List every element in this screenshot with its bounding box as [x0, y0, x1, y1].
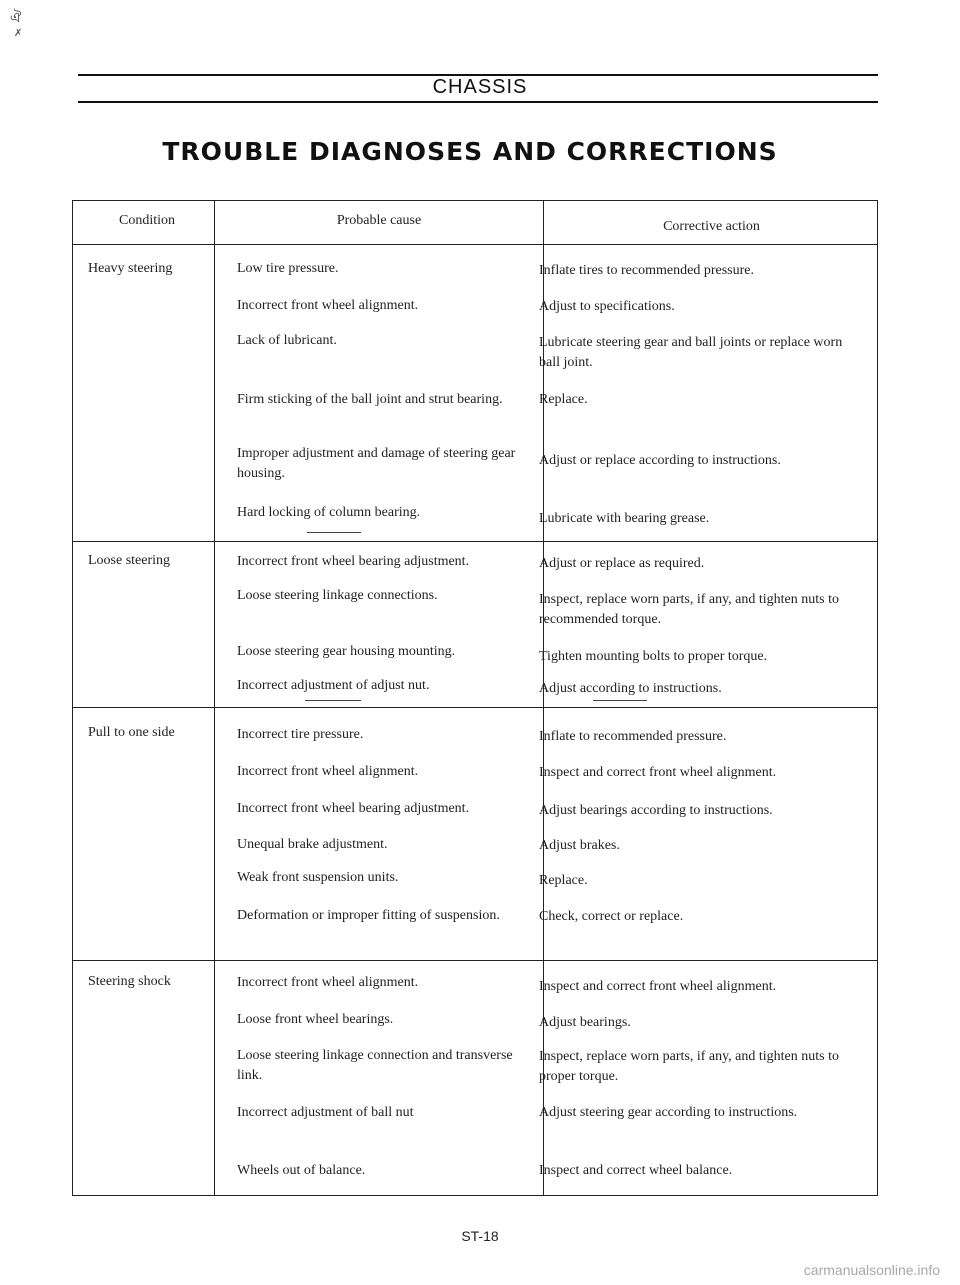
- cause-cell: Incorrect adjustment of ball nut: [237, 1105, 414, 1120]
- header-action: Corrective action: [663, 219, 760, 234]
- action-cell: Tighten mounting bolts to proper torque.: [539, 649, 768, 664]
- group-divider-2: [73, 707, 877, 708]
- cause-cell: Incorrect adjustment of adjust nut.: [237, 678, 430, 693]
- action-cell: Replace.: [539, 873, 588, 888]
- cause-cell: Incorrect front wheel alignment.: [237, 298, 419, 313]
- action-cell: Lubricate with bearing grease.: [539, 511, 710, 526]
- action-cell: Adjust bearings.: [539, 1015, 631, 1030]
- action-cell: Inspect, replace worn parts, if any, and tighten nuts to recommended torque.: [539, 592, 840, 627]
- action-cell: Inflate tires to recommended pressure.: [539, 263, 754, 278]
- action-cell: Adjust bearings according to instructions.: [539, 803, 773, 818]
- cause-cell: Weak front suspension units.: [237, 870, 399, 885]
- section-title: CHASSIS: [432, 76, 528, 98]
- separator-mark: [305, 700, 361, 701]
- cause-cell: Unequal brake adjustment.: [237, 837, 388, 852]
- action-cell: Check, correct or replace.: [539, 909, 684, 924]
- action-cell: Lubricate steering gear and ball joints or replace worn ball joint.: [539, 335, 843, 370]
- page-number: ST-18: [461, 1228, 499, 1244]
- action-cell: Inflate to recommended pressure.: [539, 729, 727, 744]
- cause-cell: Low tire pressure.: [237, 261, 339, 276]
- watermark: carmanualsonline.info: [803, 1262, 940, 1278]
- condition-loose-steering: Loose steering: [88, 553, 171, 568]
- cause-cell: Lack of lubricant.: [237, 333, 337, 348]
- condition-heavy-steering: Heavy steering: [88, 261, 173, 276]
- action-cell: Inspect and correct front wheel alignment.: [539, 765, 777, 780]
- action-cell: Inspect and correct front wheel alignment.: [539, 979, 777, 994]
- group-divider-1: [73, 541, 877, 542]
- cause-cell: Improper adjustment and damage of steering gear housing.: [237, 446, 516, 481]
- corner-glyph: ঐ: [10, 11, 22, 26]
- column-divider-1: [214, 201, 215, 1195]
- cause-cell: Firm sticking of the ball joint and strut bearing.: [237, 392, 503, 407]
- action-cell: Adjust or replace according to instructions.: [539, 453, 781, 468]
- cause-cell: Loose steering linkage connections.: [237, 588, 438, 603]
- corner-glyph-2: ✗: [14, 28, 23, 39]
- header-divider: [73, 244, 877, 245]
- cause-cell: Incorrect tire pressure.: [237, 727, 364, 742]
- header-rule-bottom: [78, 101, 878, 103]
- header-cause: Probable cause: [336, 213, 422, 228]
- cause-cell: Incorrect front wheel bearing adjustment.: [237, 801, 470, 816]
- action-cell: Adjust steering gear according to instructions.: [539, 1105, 798, 1120]
- action-cell: Adjust or replace as required.: [539, 556, 705, 571]
- action-cell: Inspect and correct wheel balance.: [539, 1163, 733, 1178]
- action-cell: Adjust to specifications.: [539, 299, 675, 314]
- action-cell: Adjust brakes.: [539, 838, 620, 853]
- cause-cell: Loose front wheel bearings.: [237, 1012, 394, 1027]
- action-cell: Adjust according to instructions.: [539, 681, 722, 696]
- cause-cell: Incorrect front wheel bearing adjustment.: [237, 554, 470, 569]
- condition-steering-shock: Steering shock: [88, 974, 171, 989]
- group-divider-3: [73, 960, 877, 961]
- condition-pull-to-one-side: Pull to one side: [88, 725, 175, 740]
- action-cell: Replace.: [539, 392, 588, 407]
- cause-cell: Hard locking of column bearing.: [237, 505, 421, 520]
- cause-cell: Loose steering linkage connection and transverse link.: [237, 1048, 513, 1083]
- cause-cell: Loose steering gear housing mounting.: [237, 644, 456, 659]
- header-condition: Condition: [118, 213, 175, 228]
- trouble-table: [72, 200, 878, 1196]
- page-title: TROUBLE DIAGNOSES AND CORRECTIONS: [162, 137, 778, 166]
- separator-mark: [307, 532, 361, 533]
- action-cell: Inspect, replace worn parts, if any, and tighten nuts to proper torque.: [539, 1049, 840, 1084]
- cause-cell: Incorrect front wheel alignment.: [237, 975, 419, 990]
- cause-cell: Wheels out of balance.: [237, 1163, 366, 1178]
- cause-cell: Incorrect front wheel alignment.: [237, 764, 419, 779]
- cause-cell: Deformation or improper fitting of suspension.: [237, 908, 500, 923]
- separator-mark: [593, 700, 647, 701]
